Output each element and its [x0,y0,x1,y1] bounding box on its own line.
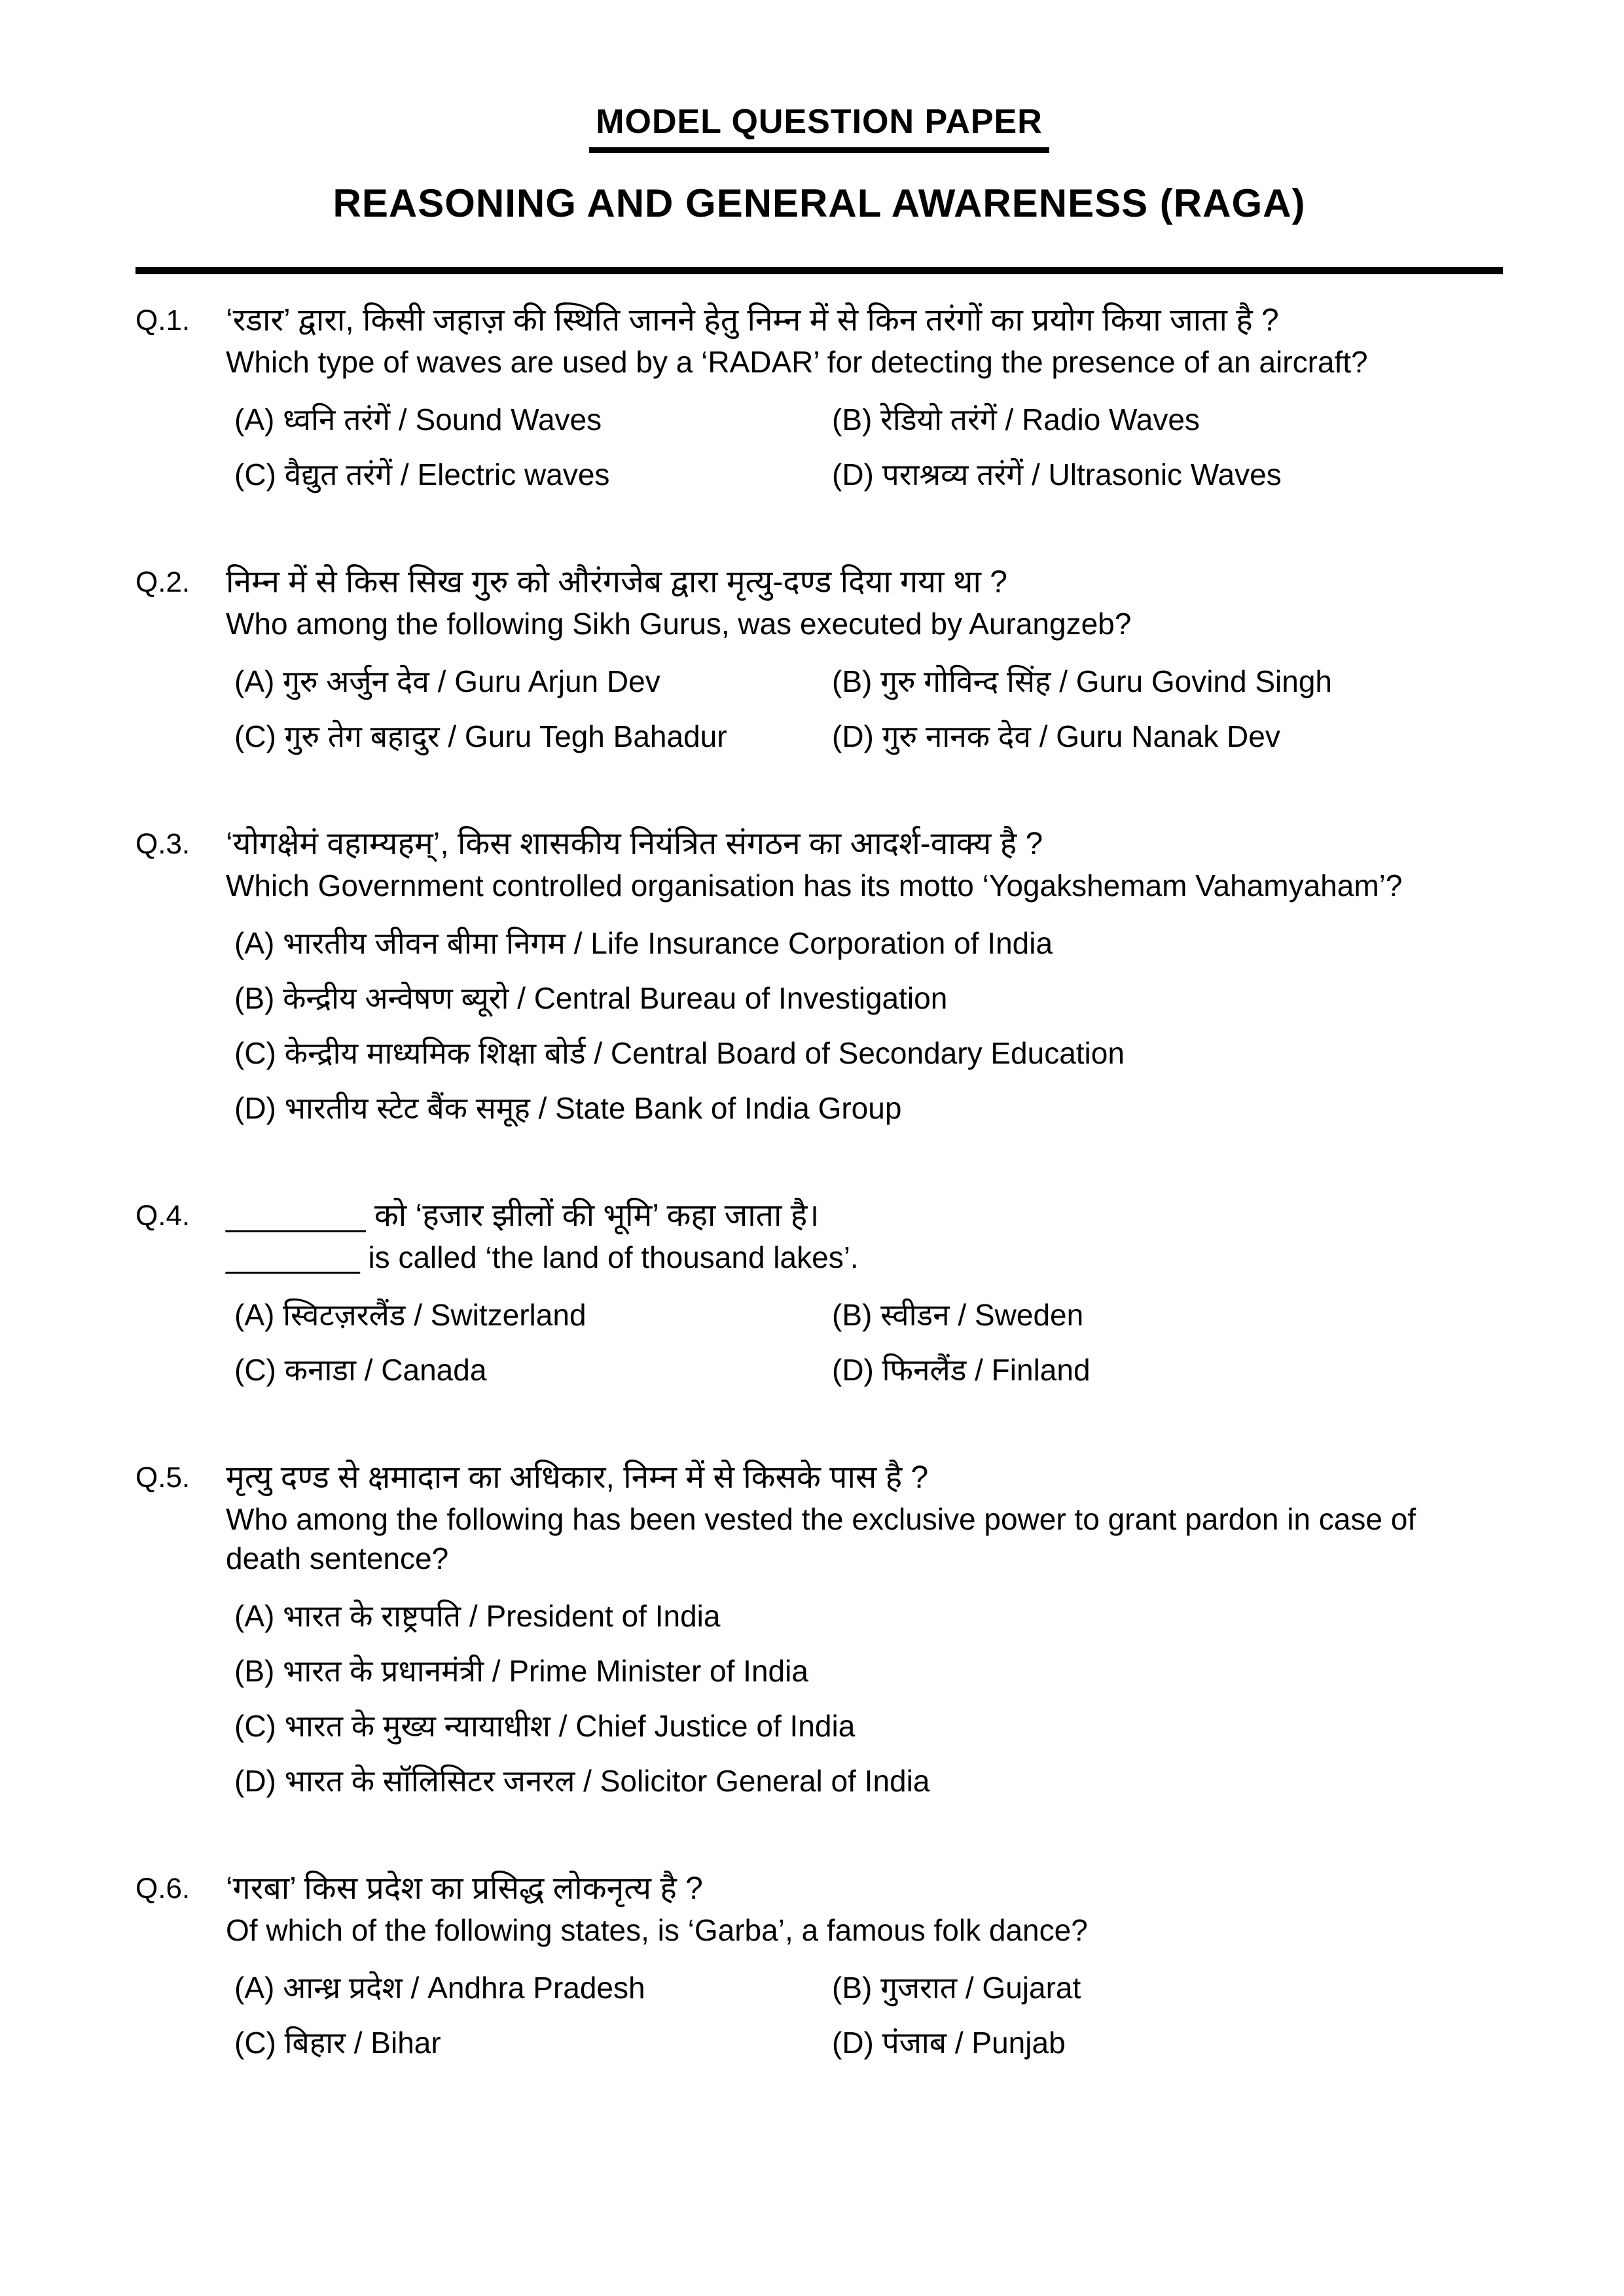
option-d: (D) पराश्रव्य तरंगें / Ultrasonic Waves [832,457,1282,492]
question-text-english-line2: death sentence? [226,1541,449,1576]
option-a: (A) गुरु अर्जुन देव / Guru Arjun Dev [234,664,660,699]
option-b: (B) भारत के प्रधानमंत्री / Prime Minister of India [234,1654,808,1689]
question-number: Q.5. [135,1462,190,1494]
question-body [226,1456,1502,1816]
question-text-hindi: ‘रडार’ द्वारा, किसी जहाज़ की स्थिति जानने हेतु निम्न में से किन तरंगों का प्रयोग किया जाता है ? [226,303,1279,338]
option-c: (C) केन्द्रीय माध्यमिक शिक्षा बोर्ड / Central Board of Secondary Education [234,1036,1125,1071]
option-d: (D) भारतीय स्टेट बैंक समूह / State Bank of India Group [234,1091,902,1126]
question-number: Q.4. [135,1200,190,1232]
option-a: (A) भारतीय जीवन बीमा निगम / Life Insurance Corporation of India [234,926,1053,961]
page-header [135,103,1503,225]
question-body [226,1867,1502,2078]
option-b: (B) केन्द्रीय अन्वेषण ब्यूरो / Central Bureau of Investigation [234,981,948,1016]
option-row [226,1295,1502,1335]
option-b: (B) स्वीडन / Sweden [832,1298,1084,1333]
option-row [226,2023,1502,2062]
question-text-hindi: ‘योगक्षेमं वहाम्यहम्’, किस शासकीय नियंत्रित संगठन का आदर्श-वाक्य है ? [226,827,1043,862]
header-divider [135,267,1503,274]
question-1 [135,299,1503,510]
option-c: (C) गुरु तेग बहादुर / Guru Tegh Bahadur [234,719,727,754]
page-title: MODEL QUESTION PAPER [589,103,1049,153]
question-body [226,1194,1502,1405]
question-text-hindi: ________ को ‘हजार झीलों की भूमि’ कहा जाता है। [226,1198,820,1234]
options [226,400,1502,494]
option-c: (C) भारत के मुख्य न्यायाधीश / Chief Justice of India [234,1709,856,1744]
question-body [226,823,1502,1143]
question-number: Q.1. [135,304,190,337]
question-text-english: Which type of waves are used by a ‘RADAR’ for detecting the presence of an aircraft? [226,345,1368,380]
option-d: (D) फिनलैंड / Finland [832,1353,1091,1388]
options [226,662,1502,756]
question-3 [135,823,1503,1143]
option-a: (A) ध्वनि तरंगें / Sound Waves [234,403,602,437]
option-a: (A) भारत के राष्ट्रपति / President of India [234,1599,721,1634]
question-6 [135,1867,1503,2078]
option-row [226,455,1502,494]
question-text-hindi: ‘गरबा’ किस प्रदेश का प्रसिद्ध लोकनृत्य है ? [226,1871,703,1907]
question-number: Q.2. [135,566,190,599]
option-d: (D) पंजाब / Punjab [832,2026,1066,2060]
option-b: (B) रेडियो तरंगें / Radio Waves [832,403,1200,437]
question-body [226,561,1502,772]
question-text-english: Who among the following Sikh Gurus, was executed by Aurangzeb? [226,607,1132,641]
option-c: (C) बिहार / Bihar [234,2026,441,2060]
options [226,924,1502,1128]
options [226,1295,1502,1390]
question-text-hindi: निम्न में से किस सिख गुरु को औरंगजेब द्वारा मृत्यु-दण्ड दिया गया था ? [226,565,1007,600]
option-b: (B) गुरु गोविन्द सिंह / Guru Govind Singh [832,664,1333,699]
option-c: (C) कनाडा / Canada [234,1353,487,1388]
options [226,1968,1502,2062]
option-row [226,1968,1502,2007]
option-b: (B) गुजरात / Gujarat [832,1971,1081,2005]
option-row [226,662,1502,701]
option-row [226,1350,1502,1390]
question-text-hindi: मृत्यु दण्ड से क्षमादान का अधिकार, निम्न में से किसके पास है ? [226,1460,929,1496]
question-text-english: Of which of the following states, is ‘Garba’, a famous folk dance? [226,1913,1088,1948]
question-number: Q.3. [135,828,190,861]
option-d: (D) भारत के सॉलिसिटर जनरल / Solicitor General of India [234,1764,930,1799]
option-a: (A) स्विटज़रलैंड / Switzerland [234,1298,586,1333]
option-d: (D) गुरु नानक देव / Guru Nanak Dev [832,719,1280,754]
option-row [226,400,1502,439]
page-subtitle: REASONING AND GENERAL AWARENESS (RAGA) [333,181,1306,226]
question-number: Q.6. [135,1873,190,1905]
question-text-english: Who among the following has been vested the exclusive power to grant pardon in case of [226,1502,1416,1537]
options [226,1596,1502,1801]
question-text-english: ________ is called ‘the land of thousand lakes’. [226,1240,859,1275]
question-4 [135,1194,1503,1405]
question-body [226,299,1502,510]
question-list [135,299,1503,2078]
question-2 [135,561,1503,772]
question-text-english: Which Government controlled organisation has its motto ‘Yogakshemam Vahamyaham’? [226,869,1403,903]
option-a: (A) आन्ध्र प्रदेश / Andhra Pradesh [234,1971,645,2005]
option-row [226,717,1502,756]
option-c: (C) वैद्युत तरंगें / Electric waves [234,457,610,492]
question-5 [135,1456,1503,1816]
